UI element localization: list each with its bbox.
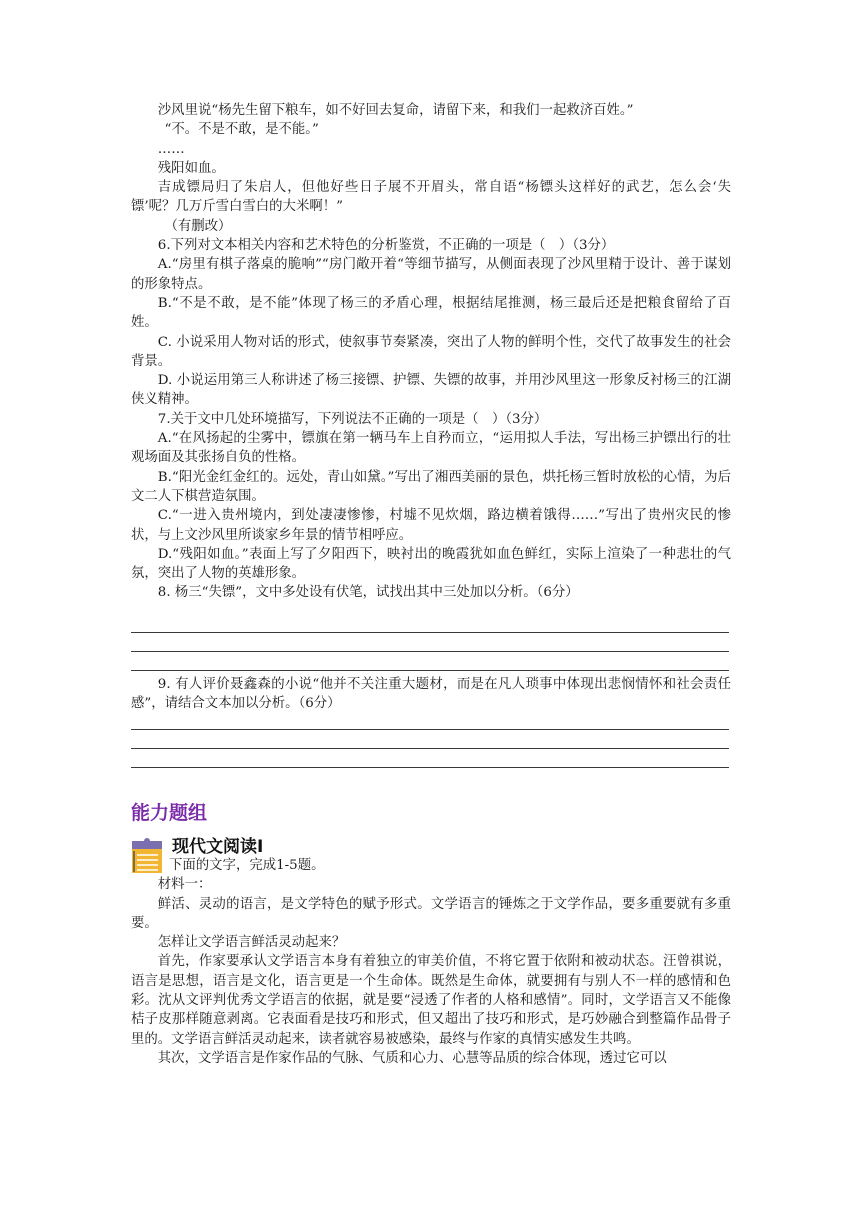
paragraph: 首先，作家要承认文学语言本身有着独立的审美价值，不将它置于依附和被动状态。汪曾祺说，语言是思想，语言是文化，语言更是一个生命体。既然是生命体，就要拥有与别人不一样的感情和色彩。沈从文评判优秀文学语言的依据，就是要“浸透了作者的人格和感情”。同时，文学语言又不能像桔子皮那样随意剥离。它表面看是技巧和形式，但又超出了技巧和形式，是巧妙融合到整篇作品骨子里的。文学语言鲜活灵动起来，读者就容易被感染，最终与作家的真情实感发生共鸣。 — [131, 954, 731, 1047]
question-9-block — [131, 675, 731, 714]
paragraph: “不。不是不敢，是不能。” — [164, 122, 319, 138]
question-9: 9. 有人评价聂鑫森的小说“他并不关注重大题材，而是在凡人琐事中体现出悲悯情怀和社会责任感”，请结合文本加以分析。（6分） — [131, 677, 731, 712]
question-7-option-b: B.“阳光金红金红的。远处，青山如黛。”写出了湘西美丽的景色，烘托杨三暂时放松的心情，为后文二人下棋营造氛围。 — [131, 469, 731, 504]
paragraph: 鲜活、灵动的语言，是文学特色的赋予形式。文学语言的锤炼之于文学作品，要多重要就有多重要。 — [131, 896, 731, 931]
lower-text-block — [131, 856, 731, 1068]
instruction: 下面的文字，完成1-5题。 — [169, 858, 325, 873]
question-6-option-c: C. 小说采用人物对话的形式，使叙事节奏紧凑，突出了人物的鲜明个性，交代了故事发生的社会背景。 — [131, 334, 731, 369]
paragraph: 沙风里说“杨先生留下粮车，如不好回去复命，请留下来，和我们一起救济百姓。” — [157, 103, 634, 118]
question-6-option-d: D. 小说运用第三人称讲述了杨三接镖、护镖、失镖的故事，并用沙风里这一形象反衬杨三的江湖侠义精神。 — [131, 373, 731, 408]
upper-text-block — [131, 101, 731, 603]
source-note: （有删改） — [164, 218, 232, 234]
material-label: 材料一： — [157, 877, 212, 893]
answer-line[interactable] — [131, 632, 729, 633]
answer-line[interactable] — [131, 767, 729, 768]
question-8: 8. 杨三“失镖”，文中多处设有伏笔，试找出其中三处加以分析。（6分） — [157, 585, 579, 601]
section-title: 能力题组 — [131, 802, 208, 824]
paragraph: 残阳如血。 — [157, 160, 225, 176]
question-7: 7.关于文中几处环境描写，下列说法不正确的一项是（ ）（3分） — [157, 411, 548, 427]
paragraph: 怎样让文学语言鲜活灵动起来？ — [157, 935, 346, 951]
answer-line[interactable] — [131, 729, 729, 730]
answer-line[interactable] — [131, 748, 729, 749]
paragraph: 吉成镖局归了朱启人，但他好些日子展不开眉头，常自语“杨镖头这样好的武艺，怎么会‘失镖’呢？几万斤雪白雪白的大米啊！” — [131, 180, 731, 215]
answer-line[interactable] — [131, 651, 729, 652]
answer-line[interactable] — [131, 670, 729, 671]
paragraph: …… — [157, 141, 185, 157]
question-6: 6.下列对文本相关内容和艺术特色的分析鉴赏，不正确的一项是（ ）（3分） — [157, 238, 615, 254]
question-7-option-c: C.“一进入贵州境内，到处凄凄惨惨，村墟不见炊烟，路边横着饿得……”写出了贵州灾民的惨状，与上文沙风里所谈家乡年景的情节相呼应。 — [131, 508, 731, 543]
question-6-option-b: B.“不是不敢，是不能”体现了杨三的矛盾心理，根据结尾推测，杨三最后还是把粮食留给了百姓。 — [131, 295, 731, 331]
question-7-option-a: A.“在风扬起的尘雾中，镖旗在第一辆马车上自矜而立，“运用拟人手法，写出杨三护镖出行的壮观场面及其张扬自负的性格。 — [131, 431, 731, 466]
subsection-title: 现代文阅读Ⅰ — [172, 837, 264, 857]
question-7-option-d: D.“残阳如血。”表面上写了夕阳西下，映衬出的晚霞犹如血色鲜红，实际上渲染了一种悲壮的气氛，突出了人物的英雄形象。 — [131, 546, 731, 582]
question-6-option-a: A.“房里有棋子落桌的脆响”“房门敞开着“等细节描写，从侧面表现了沙风里精于设计、善于谋划的形象特点。 — [131, 257, 731, 292]
paragraph: 其次，文学语言是作家作品的气脉、气质和心力、心慧等品质的综合体现，透过它可以 — [157, 1050, 667, 1066]
